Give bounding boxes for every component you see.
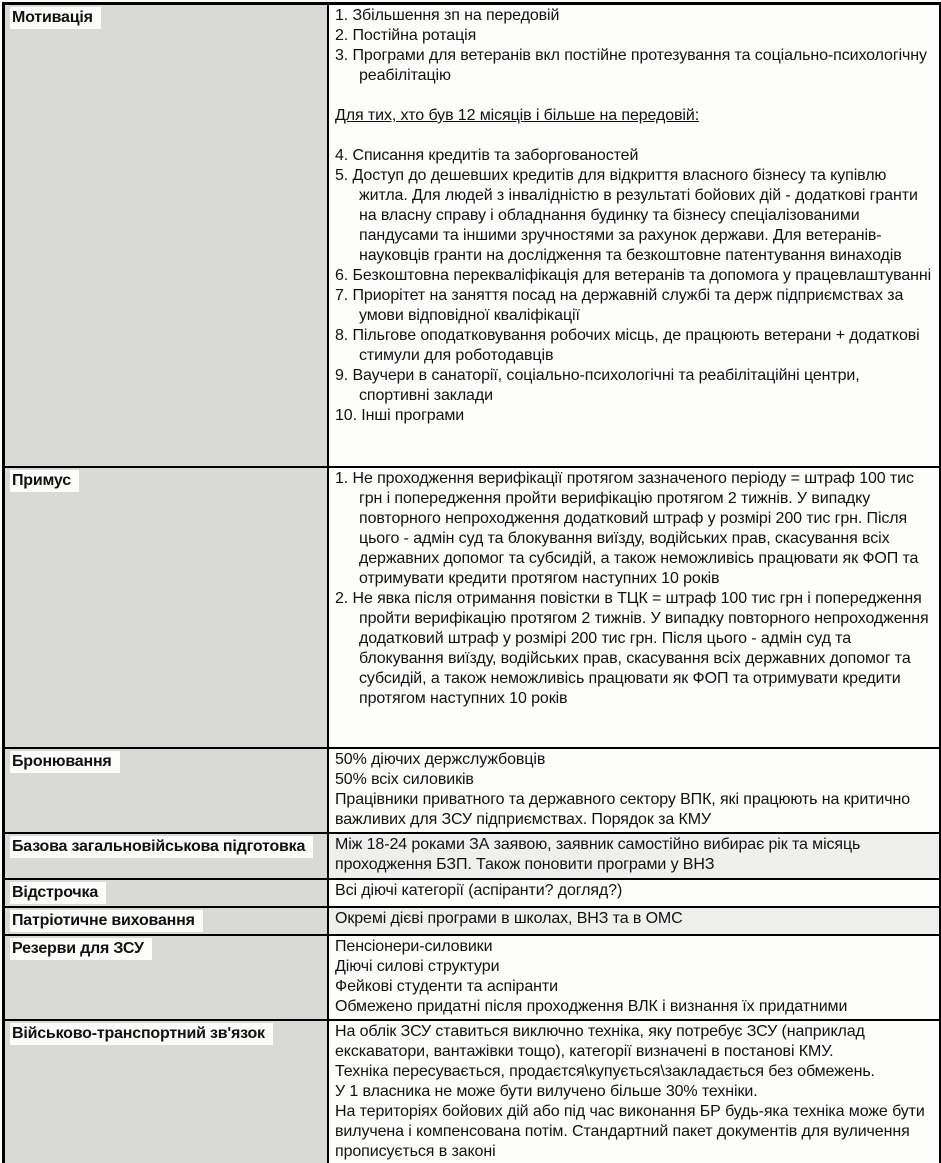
- numbered-item: 10. Інші програми: [335, 407, 465, 424]
- row-content-cell: [329, 468, 939, 747]
- row-label-cell: [5, 834, 329, 878]
- numbered-item: 1. Не проходження верифікації протягом зазначеного періоду = штраф 100 тис грн і попередження пройти верифікацію протягом 2 тижнів. У випадку повторного непроходження додатковий штраф у розмірі 200 тис грн. Після цього - адмін суд та блокування виїзду, водійських прав, скасування всіх державних допомог та субсидій, а також неможливісь працювати як ФОП та отримувати кредити протягом наступних 10 років: [335, 470, 919, 587]
- numbered-item: 6. Безкоштовна перекваліфікація для ветеранів та допомога у працевлаштуванні: [335, 267, 932, 284]
- table-row-military-transport: [5, 1021, 939, 1163]
- numbered-item: 2. Не явка після отримання повістки в ТЦК = штраф 100 тис грн і попередження пройти верифікацію протягом 2 тижнів. У випадку повторного непроходження додатковий штраф у розмірі 200 тис грн. Після цього - адмін суд та блокування виїзду, водійських прав, скасування всіх державних допомог та субсидій, а також неможливісь працювати як ФОП та отримувати кредити протягом наступних 10 років: [335, 590, 929, 707]
- row-content-cell: [329, 5, 939, 466]
- numbered-item: 3. Програми для ветеранів вкл постійне протезування та соціально-психологічну реабілітацію: [335, 47, 927, 84]
- row-label-cell: [5, 468, 329, 747]
- row-label-cell: [5, 1021, 329, 1163]
- text-line: Обмежено придатні після проходження ВЛК і визнання їх придатними: [335, 998, 848, 1015]
- numbered-item: 4. Списання кредитів та заборгованостей: [335, 147, 639, 164]
- row-label: Відстрочка: [10, 882, 106, 904]
- table-row-reserves: [5, 936, 939, 1021]
- text-line: Фейкові студенти та аспіранти: [335, 978, 558, 995]
- row-label-cell: [5, 936, 329, 1019]
- spacer: [335, 126, 933, 146]
- row-label-cell: [5, 880, 329, 906]
- row-label: Базова загальновійськова підготовка: [10, 836, 313, 858]
- numbered-item: 1. Збільшення зп на передовій: [335, 7, 560, 24]
- table-row-deferral: [5, 880, 939, 908]
- table-row-basic-training: [5, 834, 939, 880]
- table-row-coercion: [5, 468, 939, 749]
- numbered-item: 7. Приорітет на заняття посад на державній службі та держ підприємствах за умови відповідної кваліфікації: [335, 287, 904, 324]
- policy-table: [2, 2, 941, 1163]
- row-label-cell: [5, 908, 329, 934]
- text-line: Пенсіонери-силовики: [335, 938, 493, 955]
- spacer: [335, 86, 933, 106]
- numbered-item: 8. Пільгове оподатковування робочих місць, де працюють ветерани + додаткові стимули для роботодавців: [335, 327, 920, 364]
- text-line: Окремі дієві програми в школах, ВНЗ та в ОМС: [335, 910, 683, 927]
- underlined-heading: Для тих, хто був 12 місяців і більше на передовій:: [335, 107, 700, 124]
- text-line: Між 18-24 роками ЗА заявою, заявник самостійно вибирає рік та місяць проходження БЗП. Також поновити програми у ВНЗ: [335, 836, 861, 873]
- row-content-cell: [329, 880, 939, 906]
- text-line: На облік ЗСУ ставиться виключно техніка, яку потребує ЗСУ (наприклад екскаватори, вантажівки тощо), категорії визначені в постанові КМУ.: [335, 1023, 865, 1060]
- numbered-item: 5. Доступ до дешевших кредитів для відкриття власного бізнесу та купівлю житла. Для людей з інвалідністю в результаті бойових дій - додаткові гранти на власну справу і обладнання будинку та бізнесу спеціалізованими пандусами та іншими зручностями за рахунок держави. Для ветеранів-науковців гранти на дослідження та безкоштовне патентування винаходів: [335, 167, 918, 264]
- table-row-patriotic-education: [5, 908, 939, 936]
- row-label: Патріотичне виховання: [10, 910, 203, 932]
- row-label: Примус: [10, 470, 79, 492]
- row-content-cell: [329, 936, 939, 1019]
- text-line: Працівники приватного та державного сектору ВПК, які працюють на критично важливих для ЗСУ підприємствах. Порядок за КМУ: [335, 791, 910, 828]
- numbered-item: 2. Постійна ротація: [335, 27, 477, 44]
- row-label-cell: [5, 5, 329, 466]
- row-label: Військово-транспортний зв'язок: [10, 1023, 273, 1045]
- table-row-motivation: [5, 5, 939, 468]
- text-line: Всі діючі категорії (аспіранти? догляд?): [335, 882, 623, 899]
- text-line: На територіях бойових дій або під час виконання БР будь-яка техніка може бути вилучена і компенсована потім. Стандартний пакет документів для вуличення прописується в законі: [335, 1103, 925, 1160]
- numbered-item: 9. Ваучери в санаторії, соціально-психологічні та реабілітаційні центри, спортивні заклади: [335, 367, 860, 404]
- row-label: Мотивація: [10, 7, 101, 29]
- row-content-cell: [329, 1021, 939, 1163]
- row-content-cell: [329, 908, 939, 934]
- row-label: Бронювання: [10, 751, 120, 773]
- row-content-cell: [329, 834, 939, 878]
- row-content-cell: [329, 749, 939, 832]
- text-line: Техніка пересувається, продаєтся\купується\закладається без обмежень.: [335, 1063, 875, 1080]
- text-line: Діючі силові структури: [335, 958, 500, 975]
- text-line: У 1 власника не може бути вилучено більше 30% техніки.: [335, 1083, 758, 1100]
- text-line: 50% всіх силовиків: [335, 771, 474, 788]
- table-row-reservation: [5, 749, 939, 834]
- row-label: Резерви для ЗСУ: [10, 938, 152, 960]
- row-label-cell: [5, 749, 329, 832]
- text-line: 50% діючих держслужбовців: [335, 751, 546, 768]
